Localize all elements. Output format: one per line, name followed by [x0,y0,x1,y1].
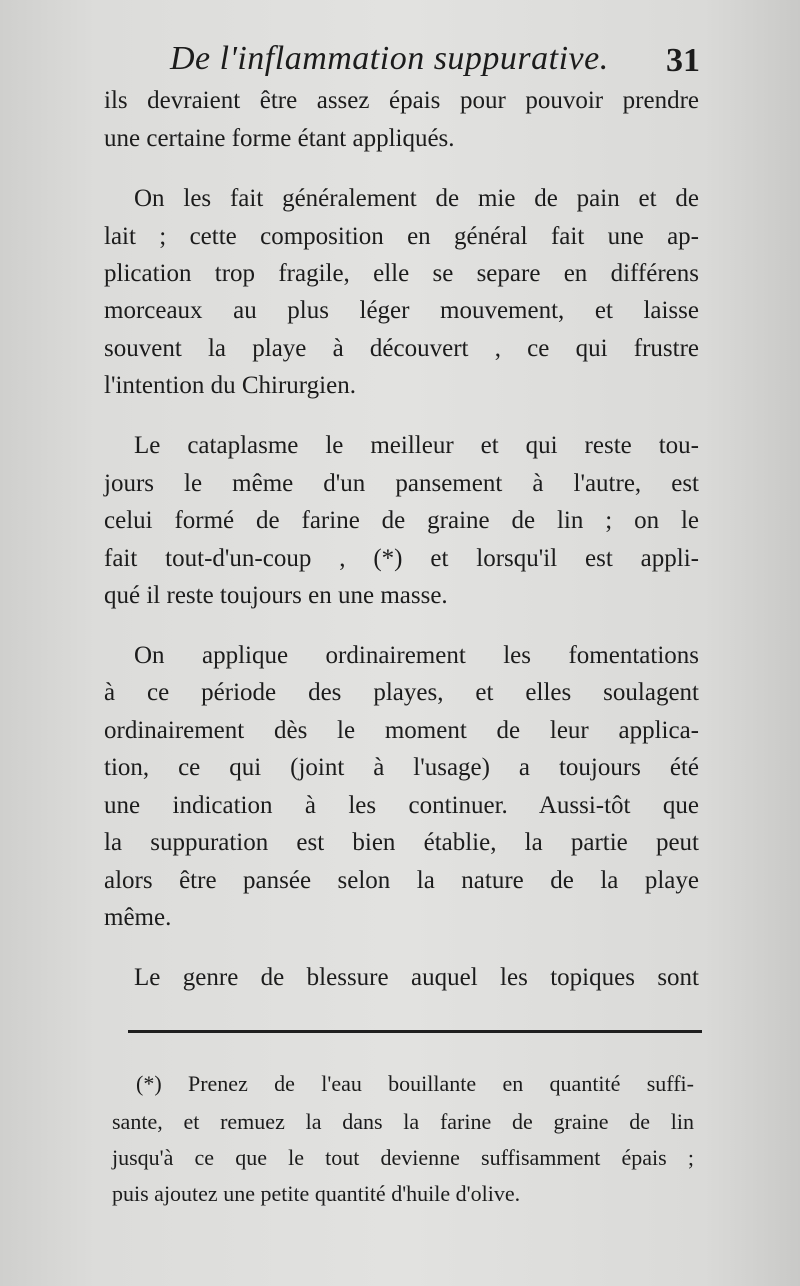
body-line: jours le même d'un pansement à l'autre, est [104,470,699,497]
body-line: On applique ordinairement les fomentations [134,642,699,669]
body-line: lait ; cette composition en général fait une ap- [104,223,699,250]
footnote-line: sante, et remuez la dans la farine de graine de lin [112,1109,694,1134]
footnote-line: (*) Prenez de l'eau bouillante en quantité suffi- [136,1071,694,1096]
body-line: la suppuration est bien établie, la partie peut [104,829,699,856]
body-line: alors être pansée selon la nature de la playe [104,867,699,894]
footnote-line: puis ajoutez une petite quantité d'huile d'olive. [112,1181,521,1206]
body-line: On les fait généralement de mie de pain et de [134,185,699,212]
running-title: De l'inflammation suppurative. [170,40,609,77]
body-line: Le cataplasme le meilleur et qui reste tou- [134,432,699,459]
body-line: tion, ce qui (joint à l'usage) a toujours été [104,754,699,781]
body-line: Le genre de blessure auquel les topiques sont [134,964,699,991]
body-line: morceaux au plus léger mouvement, et laisse [104,297,699,324]
body-line: souvent la playe à découvert , ce qui frustre [104,335,699,362]
footnote-rule [128,1030,702,1033]
body-line: ordinairement dès le moment de leur applica- [104,717,699,744]
body-line: l'intention du Chirurgien. [104,372,356,399]
page-header [100,40,700,90]
body-line: plication trop fragile, elle se separe en différens [104,260,699,287]
body-line: celui formé de farine de graine de lin ; on le [104,507,699,534]
footnote-line: jusqu'à ce que le tout devienne suffisamment épais ; [112,1145,694,1170]
body-line: fait tout-d'un-coup , (*) et lorsqu'il est appli- [104,545,699,572]
body-line: même. [104,904,172,931]
page-number: 31 [666,42,700,79]
body-line: qué il reste toujours en une masse. [104,582,448,609]
body-line: à ce période des playes, et elles soulagent [104,679,699,706]
body-line: une indication à les continuer. Aussi-tôt que [104,792,699,819]
body-line: ils devraient être assez épais pour pouvoir prendre [104,87,699,114]
body-line: une certaine forme étant appliqués. [104,125,455,152]
